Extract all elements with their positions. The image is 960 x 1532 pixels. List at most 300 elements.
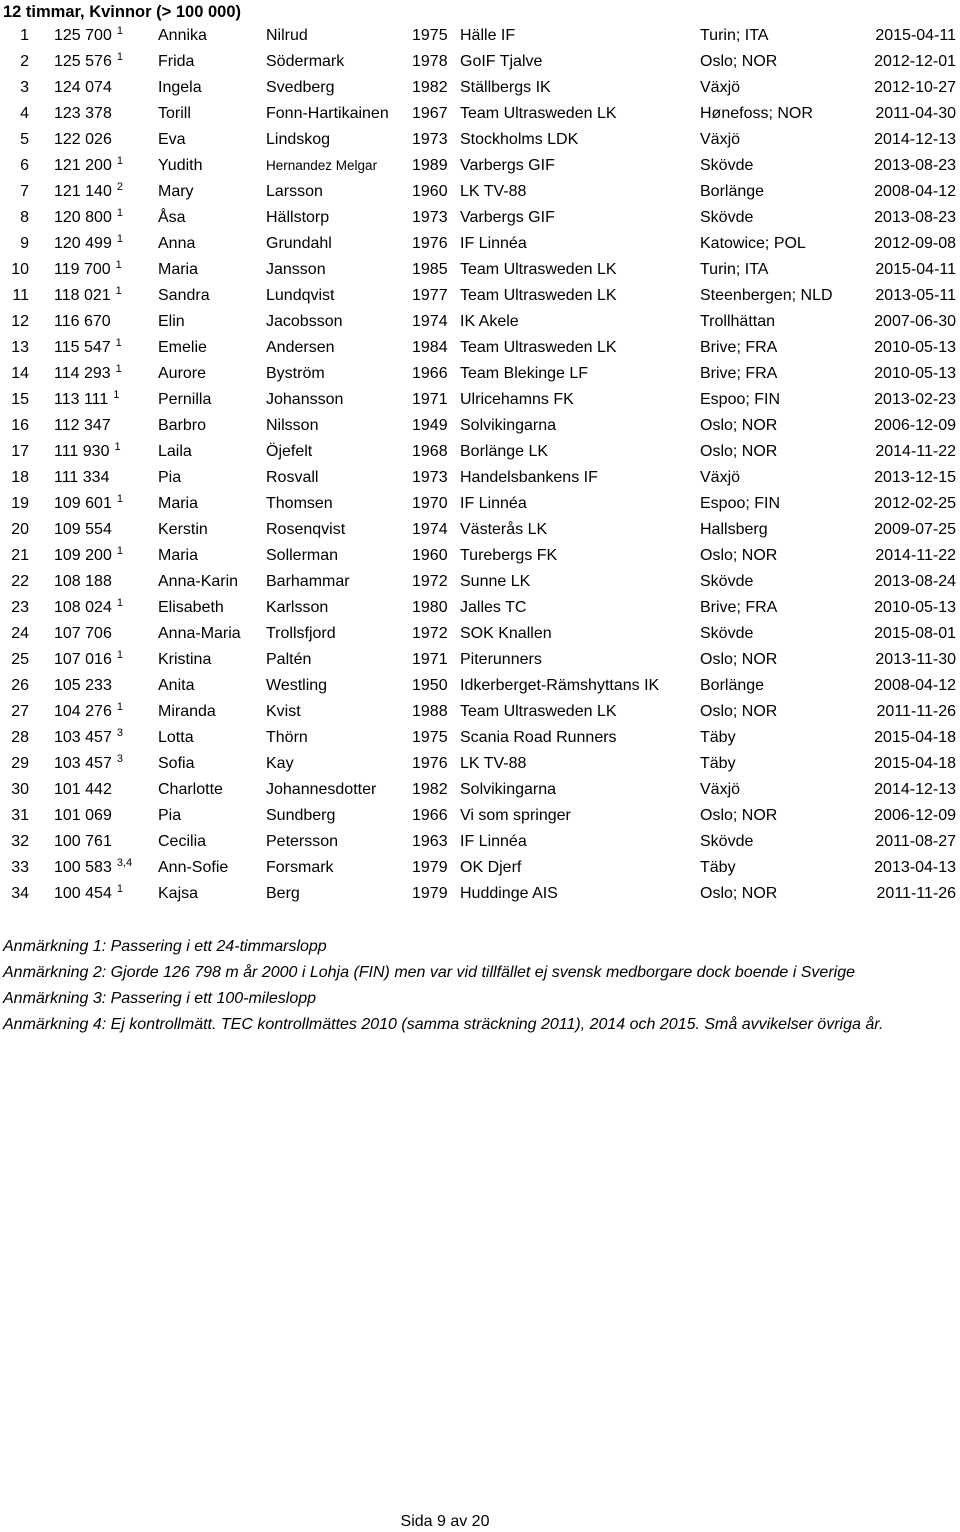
date-cell: 2007-06-30 <box>874 313 956 330</box>
club-cell: Turebergs FK <box>460 547 558 564</box>
last-name-cell: Petersson <box>266 833 339 850</box>
location-cell: Skövde <box>700 625 754 642</box>
first-name-cell: Maria <box>158 495 199 512</box>
rank-cell: 23 <box>11 599 29 616</box>
first-name-cell: Kerstin <box>158 521 208 538</box>
date-cell: 2011-11-26 <box>876 885 956 902</box>
rank-cell: 14 <box>11 365 29 382</box>
date-cell: 2011-04-30 <box>875 105 956 122</box>
table-row <box>0 803 960 829</box>
first-name-cell: Torill <box>158 105 191 122</box>
birth-year-cell: 1973 <box>412 131 448 148</box>
club-cell: OK Djerf <box>460 859 522 876</box>
table-row <box>0 361 960 387</box>
table-row <box>0 751 960 777</box>
rank-cell: 25 <box>11 651 29 668</box>
date-cell: 2011-08-27 <box>875 833 956 850</box>
location-cell: Växjö <box>700 131 741 148</box>
first-name-cell: Ann-Sofie <box>158 859 229 876</box>
distance-cell: 111 930 $^1$ <box>54 441 121 460</box>
distance-cell: 120 800 $^1$ <box>54 207 123 226</box>
first-name-cell: Sofia <box>158 755 195 772</box>
last-name-cell: Kvist <box>266 703 301 720</box>
first-name-cell: Maria <box>158 261 199 278</box>
date-cell: 2015-04-18 <box>874 755 956 772</box>
date-cell: 2012-02-25 <box>874 495 956 512</box>
club-cell: Varbergs GIF <box>460 209 555 226</box>
distance-cell: 103 457 $^3$ <box>54 753 123 772</box>
location-cell: Turin; ITA <box>700 261 769 278</box>
rank-cell: 5 <box>20 131 29 148</box>
last-name-cell: Kay <box>266 755 294 772</box>
distance-cell: 115 547 $^1$ <box>54 337 122 356</box>
table-row <box>0 725 960 751</box>
first-name-cell: Åsa <box>158 209 186 226</box>
rank-cell: 13 <box>11 339 29 356</box>
last-name-cell: Johannesdotter <box>266 781 377 798</box>
location-cell: Trollhättan <box>700 313 775 330</box>
first-name-cell: Pia <box>158 807 182 824</box>
first-name-cell: Kajsa <box>158 885 199 902</box>
last-name-cell: Nilsson <box>266 417 319 434</box>
last-name-cell: Barhammar <box>266 573 350 590</box>
location-cell: Växjö <box>700 469 741 486</box>
first-name-cell: Miranda <box>158 703 216 720</box>
location-cell: Brive; FRA <box>700 365 778 382</box>
location-cell: Växjö <box>700 79 741 96</box>
location-cell: Täby <box>700 729 736 746</box>
club-cell: Idkerberget-Rämshyttans IK <box>460 677 660 694</box>
distance-cell: 109 554 <box>54 521 112 538</box>
club-cell: Hälle IF <box>460 27 516 44</box>
distance-cell: 122 026 <box>54 131 112 148</box>
distance-cell: 100 583 $^{3,4}$ <box>54 857 133 876</box>
first-name-cell: Sandra <box>158 287 210 304</box>
footnote-marker: 1 <box>114 441 121 453</box>
distance-cell: 116 670 <box>54 313 111 330</box>
date-cell: 2008-04-12 <box>874 677 956 694</box>
date-cell: 2013-02-23 <box>874 391 956 408</box>
rank-cell: 4 <box>20 105 29 122</box>
location-cell: Katowice; POL <box>700 235 806 252</box>
first-name-cell: Maria <box>158 547 199 564</box>
date-cell: 2014-11-22 <box>875 443 956 460</box>
rank-cell: 24 <box>11 625 29 642</box>
last-name-cell: Rosvall <box>266 469 319 486</box>
notes-section <box>3 934 883 1038</box>
location-cell: Oslo; NOR <box>700 53 778 70</box>
table-row <box>0 179 960 205</box>
first-name-cell: Anna-Karin <box>158 573 239 590</box>
last-name-cell: Jacobsson <box>266 313 343 330</box>
club-cell: Ulricehamns FK <box>460 391 574 408</box>
birth-year-cell: 1974 <box>412 313 448 330</box>
footnote-marker: 1 <box>116 155 123 167</box>
location-cell: Hønefoss; NOR <box>700 105 813 122</box>
footnote-marker: 1 <box>115 363 122 375</box>
location-cell: Espoo; FIN <box>700 495 781 512</box>
table-row <box>0 335 960 361</box>
location-cell: Oslo; NOR <box>700 443 778 460</box>
birth-year-cell: 1970 <box>412 495 448 512</box>
birth-year-cell: 1968 <box>412 443 448 460</box>
date-cell: 2013-05-11 <box>875 287 956 304</box>
location-cell: Borlänge <box>700 183 765 200</box>
birth-year-cell: 1989 <box>412 157 448 174</box>
table-row <box>0 413 960 439</box>
distance-cell: 121 200 $^1$ <box>54 155 123 174</box>
last-name-cell: Sundberg <box>266 807 336 824</box>
birth-year-cell: 1950 <box>412 677 448 694</box>
last-name-cell: Paltén <box>266 651 312 668</box>
location-cell: Oslo; NOR <box>700 547 778 564</box>
distance-cell: 124 074 <box>54 79 112 96</box>
first-name-cell: Laila <box>158 443 192 460</box>
distance-cell: 120 499 $^1$ <box>54 233 123 252</box>
table-row <box>0 257 960 283</box>
distance-cell: 113 111 $^1$ <box>54 389 120 408</box>
footnote-marker: 1 <box>116 233 123 245</box>
last-name-cell: Fonn-Hartikainen <box>266 105 389 122</box>
date-cell: 2015-04-11 <box>875 261 956 278</box>
birth-year-cell: 1967 <box>412 105 448 122</box>
date-cell: 2006-12-09 <box>874 417 956 434</box>
footnote-marker: 1 <box>116 25 123 37</box>
last-name-cell: Lundqvist <box>266 287 335 304</box>
footnote-line: Anmärkning 3: Passering i ett 100-mileslopp <box>3 990 317 1007</box>
location-cell: Borlänge <box>700 677 765 694</box>
date-cell: 2015-04-18 <box>874 729 956 746</box>
rank-cell: 26 <box>11 677 29 694</box>
location-cell: Hallsberg <box>700 521 768 538</box>
rank-cell: 2 <box>20 53 29 70</box>
distance-cell: 109 200 $^1$ <box>54 545 123 564</box>
birth-year-cell: 1975 <box>412 27 448 44</box>
footnote-marker: 1 <box>116 883 123 895</box>
page-footer: Sida 9 av 20 <box>400 1513 490 1530</box>
club-cell: IK Akele <box>460 313 519 330</box>
table-row <box>0 439 960 465</box>
location-cell: Oslo; NOR <box>700 651 778 668</box>
location-cell: Turin; ITA <box>700 27 769 44</box>
rank-cell: 17 <box>11 443 29 460</box>
distance-cell: 101 442 <box>54 781 112 798</box>
first-name-cell: Cecilia <box>158 833 207 850</box>
rank-cell: 33 <box>11 859 29 876</box>
rank-cell: 6 <box>20 157 29 174</box>
birth-year-cell: 1988 <box>412 703 448 720</box>
date-cell: 2012-10-27 <box>874 79 956 96</box>
footnote-line: Anmärkning 1: Passering i ett 24-timmarslopp <box>3 938 327 955</box>
club-cell: IF Linnéa <box>460 833 527 850</box>
birth-year-cell: 1979 <box>412 885 448 902</box>
rank-cell: 32 <box>11 833 29 850</box>
location-cell: Täby <box>700 755 736 772</box>
club-cell: LK TV-88 <box>460 755 527 772</box>
last-name-cell: Karlsson <box>266 599 329 616</box>
club-cell: Jalles TC <box>460 599 527 616</box>
first-name-cell: Emelie <box>158 339 207 356</box>
location-cell: Oslo; NOR <box>700 885 778 902</box>
last-name-cell: Trollsfjord <box>266 625 336 642</box>
last-name-cell: Hernandez Melgar <box>266 158 378 173</box>
distance-cell: 108 188 <box>54 573 112 590</box>
first-name-cell: Pernilla <box>158 391 212 408</box>
first-name-cell: Anna <box>158 235 196 252</box>
last-name-cell: Byström <box>266 365 325 382</box>
last-name-cell: Forsmark <box>266 859 334 876</box>
distance-cell: 101 069 <box>54 807 112 824</box>
club-cell: Team Ultrasweden LK <box>460 261 617 278</box>
table-row <box>0 387 960 413</box>
table-row <box>0 75 960 101</box>
club-cell: LK TV-88 <box>460 183 527 200</box>
rank-cell: 3 <box>20 79 29 96</box>
date-cell: 2010-05-13 <box>874 339 956 356</box>
club-cell: GoIF Tjalve <box>460 53 543 70</box>
table-row <box>0 595 960 621</box>
last-name-cell: Nilrud <box>266 27 308 44</box>
birth-year-cell: 1966 <box>412 365 448 382</box>
birth-year-cell: 1960 <box>412 183 448 200</box>
footnote-line: Anmärkning 4: Ej kontrollmätt. TEC kontrollmättes 2010 (samma sträckning 2011), 2014 och 2015. Små avvikelser övriga år. <box>3 1016 884 1033</box>
birth-year-cell: 1976 <box>412 755 448 772</box>
club-cell: Varbergs GIF <box>460 157 555 174</box>
distance-cell: 100 761 <box>54 833 112 850</box>
footnote-marker: 1 <box>115 337 122 349</box>
location-cell: Brive; FRA <box>700 339 778 356</box>
footnote-marker: 1 <box>116 207 123 219</box>
table-row <box>0 23 960 49</box>
birth-year-cell: 1975 <box>412 729 448 746</box>
club-cell: Borlänge LK <box>460 443 549 460</box>
distance-cell: 114 293 $^1$ <box>54 363 122 382</box>
birth-year-cell: 1973 <box>412 209 448 226</box>
footnote-marker: 1 <box>116 51 123 63</box>
club-cell: IF Linnéa <box>460 495 527 512</box>
first-name-cell: Anita <box>158 677 195 694</box>
last-name-cell: Södermark <box>266 53 345 70</box>
club-cell: Solvikingarna <box>460 781 557 798</box>
first-name-cell: Lotta <box>158 729 194 746</box>
rank-cell: 22 <box>11 573 29 590</box>
location-cell: Växjö <box>700 781 741 798</box>
location-cell: Oslo; NOR <box>700 703 778 720</box>
rank-cell: 30 <box>11 781 29 798</box>
table-row <box>0 855 960 881</box>
rank-cell: 20 <box>11 521 29 538</box>
footnote-marker: 1 <box>113 389 120 401</box>
date-cell: 2008-04-12 <box>874 183 956 200</box>
table-row <box>0 309 960 335</box>
date-cell: 2010-05-13 <box>874 365 956 382</box>
rank-cell: 10 <box>11 261 29 278</box>
distance-cell: 108 024 $^1$ <box>54 597 123 616</box>
distance-cell: 125 576 $^1$ <box>54 51 123 70</box>
footnote-marker: 3 <box>116 727 123 739</box>
distance-cell: 100 454 $^1$ <box>54 883 123 902</box>
first-name-cell: Mary <box>158 183 194 200</box>
location-cell: Skövde <box>700 833 754 850</box>
footnote-marker: 2 <box>116 181 123 193</box>
birth-year-cell: 1977 <box>412 287 448 304</box>
table-row <box>0 621 960 647</box>
date-cell: 2006-12-09 <box>874 807 956 824</box>
rank-cell: 18 <box>11 469 29 486</box>
date-cell: 2015-04-11 <box>875 27 956 44</box>
birth-year-cell: 1963 <box>412 833 448 850</box>
first-name-cell: Yudith <box>158 157 203 174</box>
club-cell: Solvikingarna <box>460 417 557 434</box>
distance-cell: 107 706 <box>54 625 112 642</box>
club-cell: Handelsbankens IF <box>460 469 598 486</box>
table-row <box>0 647 960 673</box>
date-cell: 2015-08-01 <box>874 625 956 642</box>
date-cell: 2013-04-13 <box>874 859 956 876</box>
table-row <box>0 777 960 803</box>
last-name-cell: Svedberg <box>266 79 335 96</box>
club-cell: Vi som springer <box>460 807 571 824</box>
table-row <box>0 517 960 543</box>
table-row <box>0 231 960 257</box>
location-cell: Oslo; NOR <box>700 807 778 824</box>
rank-cell: 21 <box>11 547 29 564</box>
date-cell: 2013-12-15 <box>874 469 956 486</box>
date-cell: 2012-09-08 <box>874 235 956 252</box>
first-name-cell: Elin <box>158 313 185 330</box>
rank-cell: 27 <box>11 703 29 720</box>
club-cell: Team Blekinge LF <box>460 365 589 382</box>
location-cell: Brive; FRA <box>700 599 778 616</box>
distance-cell: 109 601 $^1$ <box>54 493 123 512</box>
distance-cell: 119 700 $^1$ <box>54 259 122 278</box>
club-cell: Team Ultrasweden LK <box>460 703 617 720</box>
club-cell: Huddinge AIS <box>460 885 558 902</box>
first-name-cell: Aurore <box>158 365 207 382</box>
date-cell: 2013-08-24 <box>874 573 956 590</box>
club-cell: Team Ultrasweden LK <box>460 339 617 356</box>
location-cell: Espoo; FIN <box>700 391 781 408</box>
date-cell: 2012-12-01 <box>874 53 956 70</box>
last-name-cell: Johansson <box>266 391 344 408</box>
rank-cell: 15 <box>11 391 29 408</box>
distance-cell: 105 233 <box>54 677 112 694</box>
rank-cell: 31 <box>11 807 29 824</box>
distance-cell: 123 378 <box>54 105 112 122</box>
first-name-cell: Kristina <box>158 651 212 668</box>
last-name-cell: Lindskog <box>266 131 331 148</box>
birth-year-cell: 1979 <box>412 859 448 876</box>
table-row <box>0 543 960 569</box>
birth-year-cell: 1980 <box>412 599 448 616</box>
table-row <box>0 465 960 491</box>
rank-cell: 16 <box>11 417 29 434</box>
club-cell: Team Ultrasweden LK <box>460 287 617 304</box>
rank-cell: 9 <box>20 235 29 252</box>
distance-cell: 107 016 $^1$ <box>54 649 123 668</box>
page-title: 12 timmar, Kvinnor (> 100 000) <box>3 3 241 21</box>
last-name-cell: Thomsen <box>266 495 333 512</box>
location-cell: Täby <box>700 859 736 876</box>
club-cell: SOK Knallen <box>460 625 552 642</box>
birth-year-cell: 1984 <box>412 339 448 356</box>
birth-year-cell: 1985 <box>412 261 448 278</box>
last-name-cell: Westling <box>266 677 328 694</box>
results-table <box>0 23 960 907</box>
date-cell: 2014-12-13 <box>874 781 956 798</box>
rank-cell: 34 <box>11 885 29 902</box>
club-cell: Sunne LK <box>460 573 531 590</box>
club-cell: Team Ultrasweden LK <box>460 105 617 122</box>
table-row <box>0 829 960 855</box>
last-name-cell: Rosenqvist <box>266 521 346 538</box>
club-cell: Stockholms LDK <box>460 131 579 148</box>
club-cell: Scania Road Runners <box>460 729 617 746</box>
birth-year-cell: 1972 <box>412 573 448 590</box>
table-row <box>0 491 960 517</box>
club-cell: IF Linnéa <box>460 235 527 252</box>
rank-cell: 1 <box>20 27 29 44</box>
first-name-cell: Eva <box>158 131 186 148</box>
rank-cell: 7 <box>20 183 29 200</box>
rank-cell: 29 <box>11 755 29 772</box>
location-cell: Skövde <box>700 573 754 590</box>
table-row <box>0 49 960 75</box>
footnote-marker: 1 <box>116 545 123 557</box>
table-row <box>0 127 960 153</box>
first-name-cell: Pia <box>158 469 182 486</box>
date-cell: 2013-08-23 <box>874 209 956 226</box>
first-name-cell: Anna-Maria <box>158 625 241 642</box>
birth-year-cell: 1978 <box>412 53 448 70</box>
birth-year-cell: 1960 <box>412 547 448 564</box>
last-name-cell: Berg <box>266 885 300 902</box>
birth-year-cell: 1982 <box>412 79 448 96</box>
rank-cell: 12 <box>11 313 29 330</box>
footnote-marker: 3 <box>116 753 123 765</box>
first-name-cell: Charlotte <box>158 781 223 798</box>
birth-year-cell: 1974 <box>412 521 448 538</box>
birth-year-cell: 1966 <box>412 807 448 824</box>
table-row <box>0 153 960 179</box>
table-row <box>0 699 960 725</box>
birth-year-cell: 1982 <box>412 781 448 798</box>
rank-cell: 8 <box>20 209 29 226</box>
footnote-marker: 3,4 <box>116 857 133 869</box>
footnote-line: Anmärkning 2: Gjorde 126 798 m år 2000 i Lohja (FIN) men var vid tillfället ej svensk medborgare dock boende i Sverige <box>3 964 855 981</box>
last-name-cell: Öjefelt <box>266 443 313 460</box>
location-cell: Skövde <box>700 157 754 174</box>
last-name-cell: Sollerman <box>266 547 339 564</box>
rank-cell: 11 <box>12 287 29 304</box>
first-name-cell: Elisabeth <box>158 599 224 616</box>
date-cell: 2013-08-23 <box>874 157 956 174</box>
footnote-marker: 1 <box>115 285 122 297</box>
club-cell: Västerås LK <box>460 521 548 538</box>
date-cell: 2011-11-26 <box>876 703 956 720</box>
rank-cell: 19 <box>11 495 29 512</box>
first-name-cell: Annika <box>158 27 207 44</box>
distance-cell: 125 700 $^1$ <box>54 25 123 44</box>
rank-cell: 28 <box>11 729 29 746</box>
birth-year-cell: 1971 <box>412 391 448 408</box>
birth-year-cell: 1972 <box>412 625 448 642</box>
club-cell: Piterunners <box>460 651 542 668</box>
distance-cell: 104 276 $^1$ <box>54 701 123 720</box>
table-row <box>0 205 960 231</box>
table-row <box>0 673 960 699</box>
footnote-marker: 1 <box>116 493 123 505</box>
